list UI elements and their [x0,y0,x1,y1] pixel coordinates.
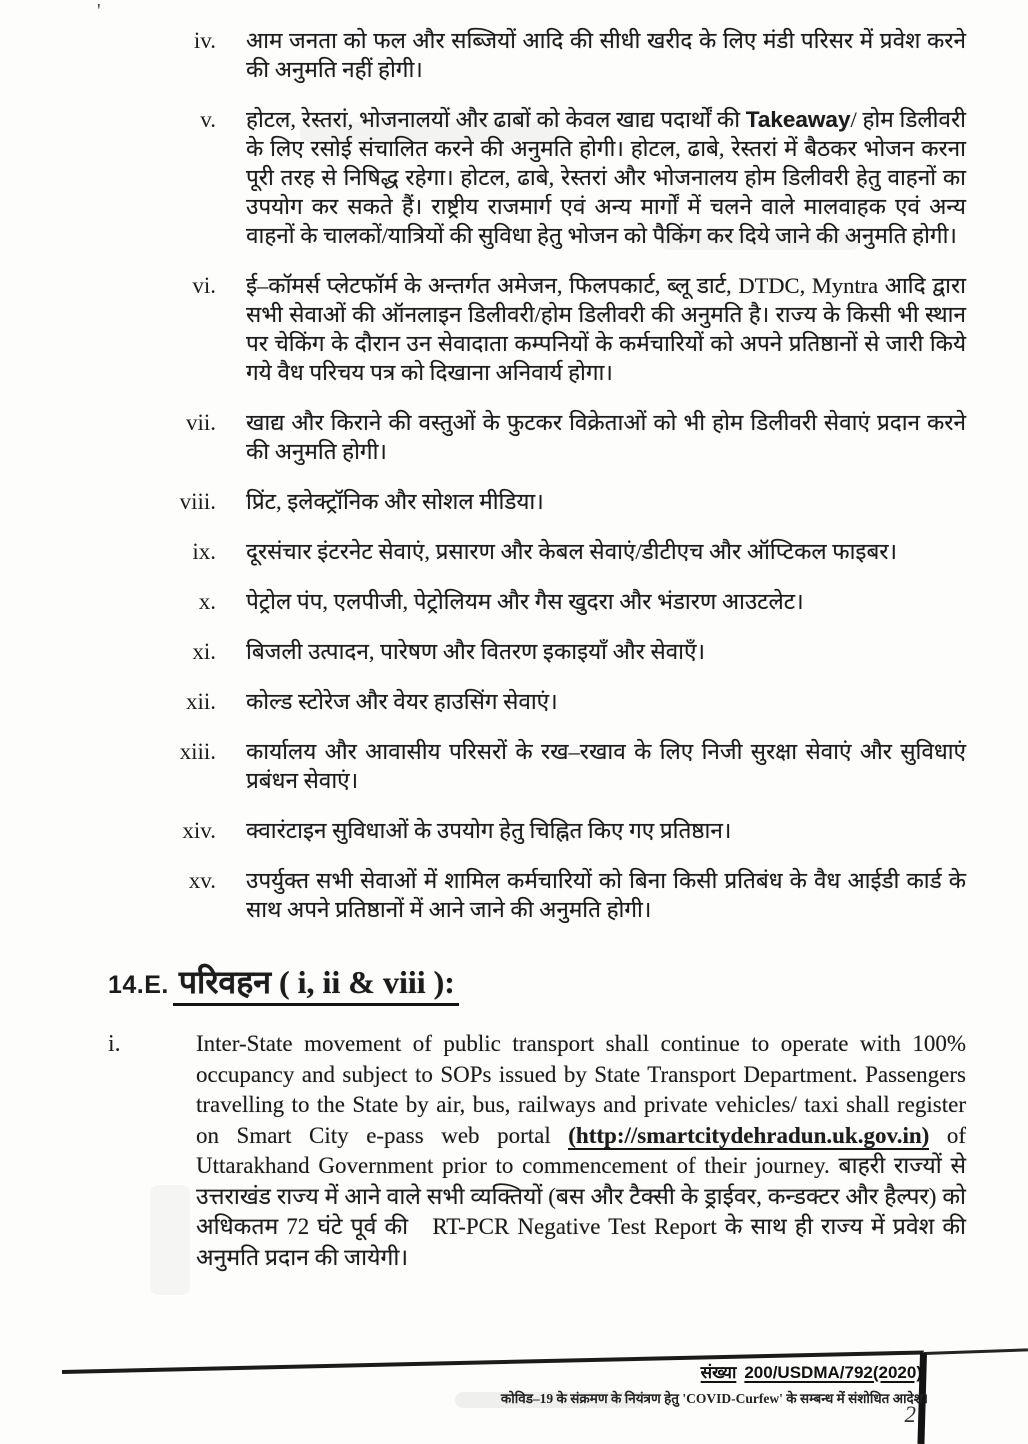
scan-artifact-mark: ' [97,0,101,22]
text-segment: कोल्ड स्टोरेज और वेयर हाउसिंग सेवाएं। [246,689,558,714]
item-number: xii. [185,689,216,714]
text-segment: RT-PCR Negative Test Report [432,1214,717,1239]
scan-edge-line [924,1348,1028,1355]
section-heading [108,960,966,1003]
item-number: v. [200,107,216,132]
list-item [140,687,966,716]
item-number: vii. [185,410,216,435]
text-segment: उपर्युक्त सभी सेवाओं में शामिल कर्मचारियों को बिना किसी प्रतिबंध के वैध आईडी कार्ड के साथ अपने प्रतिष्ठानों में आने जाने की अनुमति होगी। [246,868,966,922]
text-segment: कार्यालय और आवासीय परिसरों के रख–रखाव के लिए निजी सुरक्षा सेवाएं और सुविधाएं प्रबंधन सेवाएं। [246,739,966,793]
text-segment: Inter-State movement of public transport shall continue to operate with 100% occupancy and subject to SOPs issued by State Transport Department. Passengers travelling to the State by air, bus, railways and private vehicles/ taxi shall register on Smart City e-pass web portal [196,1031,966,1148]
permitted-services-list [140,26,966,924]
text-segment: के साथ ही राज्य में प्रवेश की अनुमति प्रदान की जायेगी। [196,1214,966,1270]
item-number: x. [198,589,216,614]
document-body [0,26,1028,1291]
text-segment: खाद्य और किराने की वस्तुओं के फुटकर विक्रेताओं को भी होम डिलीवरी सेवाएं प्रदान करने की अनुमति होगी। [246,410,966,464]
item-text [216,866,966,924]
reference-label: संख्या [700,1363,737,1382]
text-segment: पेट्रोल पंप, एलपीजी, पेट्रोलियम और गैस खुदरा और भंडारण आउटलेट। [246,589,804,614]
list-item [140,816,966,845]
list-item [140,637,966,666]
text-segment: ई–कॉमर्स प्लेटफॉर्म के अन्तर्गत अमेजन, फिलपकार्ट, ब्लू डार्ट, DTDC, Myntra आदि द्वारा सभी सेवाओं की ऑनलाइन डिलीवरी/होम डिलीवरी की अनुमति है। राज्य के किसी भी स्थान पर चेकिंग के दौरान उन सेवादाता कम्पनियों के कर्मचारियों को अपने प्रतिष्ठानों से जारी किये गये वैध परिचय पत्र को दिखाना अनिवार्य होगा। [246,273,966,385]
text-segment: प्रिंट, इलेक्ट्रॉनिक और सोशल मीडिया। [246,489,544,514]
item-number: xiii. [179,739,216,764]
text-segment: होटल, रेस्तरां, भोजनालयों और ढाबों को केवल खाद्य पदार्थों की [246,107,746,132]
list-item [140,408,966,466]
list-item [140,737,966,795]
item-text [216,487,966,516]
item-number: xiv. [182,818,216,843]
item-text [134,1029,966,1273]
section-number: 14.E. [108,971,169,999]
item-text [216,105,966,250]
page-number: 2 [904,1402,916,1427]
item-number: i. [108,1031,121,1057]
reference-value: 200/USDMA/792(2020) [744,1363,922,1382]
item-text [216,587,966,616]
text-segment: क्वारंटाइन सुविधाओं के उपयोग हेतु चिह्नित किए गए प्रतिष्ठान। [246,818,732,843]
item-number: iv. [193,28,216,53]
item-text [216,687,966,716]
transport-list [108,1029,966,1273]
list-item [140,537,966,566]
list-item [140,26,966,84]
text-segment: दूरसंचार इंटरनेट सेवाएं, प्रसारण और केबल सेवाएं/डीटीएच और ऑप्टिकल फाइबर। [246,539,898,564]
reference-number [701,1360,922,1383]
item-number: xi. [192,639,216,664]
text-segment: of Uttarakhand Government prior to commencement of their journey. बाहरी राज्यों से उत्तराखंड राज्य में आने वाले सभी व्यक्तियों (बस और टैक्सी के ड्राईवर, कन्डक्टर और हैल्पर) को अधिकतम 72 घंटे पूर्व की [196,1122,966,1239]
item-text [216,537,966,566]
text-segment: / होम डिलीवरी के लिए रसोई संचालित करने की अनुमति होगी। होटल, ढाबे, रेस्तरां में बैठकर भोजन करना पूरी तरह से निषिद्ध रहेगा। होटल, ढाबे, रेस्तरां और भोजनालय होम डिलीवरी हेतु वाहनों का उपयोग कर सकते हैं। राष्ट्रीय राजमार्ग एवं अन्य मार्गों में चलने वाले मालवाहक एवं अन्य वाहनों के चालकों/यात्रियों की सुविधा हेतु भोजन को पैकिंग कर दिये जाने की अनुमति होगी। [246,107,966,248]
item-text [216,637,966,666]
text-segment: आम जनता को फल और सब्जियों आदि की सीधी खरीद के लिए मंडी परिसर में प्रवेश करने की अनुमति नहीं होगी। [246,28,966,82]
item-text [216,816,966,845]
list-item [104,1029,966,1273]
list-item [140,866,966,924]
item-text [216,26,966,84]
item-text [216,737,966,795]
list-item [140,587,966,616]
item-text [216,408,966,466]
list-item [140,271,966,387]
item-number: ix. [192,539,216,564]
item-number: vi. [192,273,216,298]
item-number: viii. [179,489,216,514]
item-text [216,271,966,387]
item-number: xv. [188,868,216,893]
emphasized-text: Takeaway [745,107,851,132]
url-text: (http://smartcitydehradun.uk.gov.in) [568,1122,930,1148]
section-title: परिवहन ( i, ii & viii ): [173,964,459,1006]
text-segment: बिजली उत्पादन, पारेषण और वितरण इकाइयाँ और सेवाएँ। [246,639,705,664]
list-item [140,487,966,516]
footer-note: कोविड–19 के संक्रमण के नियंत्रण हेतु 'COVID-Curfew' के सम्बन्ध में संशोधित आदेश। [500,1391,928,1406]
list-item [140,105,966,250]
